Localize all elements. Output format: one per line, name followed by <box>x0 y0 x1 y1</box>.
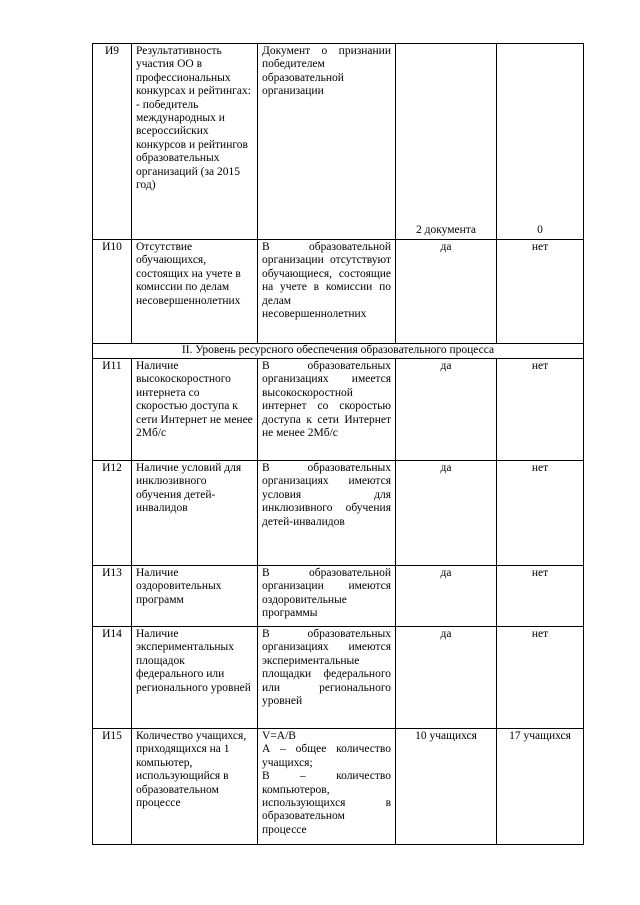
indicator-value-1: да <box>396 461 497 566</box>
indicator-value-1: да <box>396 359 497 461</box>
indicator-value-2: нет <box>497 461 584 566</box>
indicator-description: В образовательной организации отсутствуют обучающиеся, состоящие на учете в комиссии по делам несовершеннолетних <box>258 240 396 344</box>
table-row <box>93 240 584 344</box>
table-row <box>93 359 584 461</box>
indicator-name: Наличие экспериментальных площадок федерального или регионального уровней <box>132 627 258 729</box>
indicator-description: В образовательных организациях имеется высокоскоростной интернет со скоростью доступа к сети Интернет не менее 2Мб/с <box>258 359 396 461</box>
indicator-name: Количество учащихся, приходящихся на 1 компьютер, использующийся в образовательном процессе <box>132 729 258 845</box>
indicator-description <box>258 729 396 845</box>
indicators-table <box>92 43 584 845</box>
formula-a-definition: А – общее количество учащихся; <box>262 743 391 769</box>
indicator-value-1: да <box>396 627 497 729</box>
indicator-value-2: нет <box>497 566 584 627</box>
indicator-code: И13 <box>93 566 132 627</box>
indicator-description: В образовательных организациях имеются условия для инклюзивного обучения детей-инвалидов <box>258 461 396 566</box>
indicator-code: И15 <box>93 729 132 845</box>
section-title: II. Уровень ресурсного обеспечения образовательного процесса <box>93 344 584 359</box>
indicator-code: И9 <box>93 44 132 240</box>
indicator-value-2: 17 учащихся <box>497 729 584 845</box>
indicator-code: И10 <box>93 240 132 344</box>
indicator-name: Наличие условий для инклюзивного обучения детей-инвалидов <box>132 461 258 566</box>
table-row <box>93 461 584 566</box>
table-row <box>93 627 584 729</box>
indicator-name: Наличие высокоскоростного интернета со скоростью доступа к сети Интернет не менее 2Мб/с <box>132 359 258 461</box>
table-row <box>93 566 584 627</box>
formula-b-definition: В – количество компьютеров, использующихся в образовательном процессе <box>262 770 391 836</box>
formula: V=A/B <box>262 730 296 742</box>
indicator-value-1: да <box>396 240 497 344</box>
indicator-value-1: 2 документа <box>396 44 497 240</box>
indicator-value-2: нет <box>497 627 584 729</box>
table-row <box>93 729 584 845</box>
indicator-code: И11 <box>93 359 132 461</box>
indicator-code: И12 <box>93 461 132 566</box>
table-row <box>93 44 584 240</box>
section-row <box>93 344 584 359</box>
indicator-description: В образовательной организации имеются оздоровительные программы <box>258 566 396 627</box>
indicator-description: Документ о признании победителем образовательной организации <box>258 44 396 240</box>
indicator-value-1: 10 учащихся <box>396 729 497 845</box>
indicator-name: Отсутствие обучающихся, состоящих на учете в комиссии по делам несовершеннолетних <box>132 240 258 344</box>
indicator-name: Наличие оздоровительных программ <box>132 566 258 627</box>
indicator-name: Результативность участия ОО в профессиональных конкурсах и рейтингах: - победитель международных и всероссийских конкурсов и рейтингов образовательных организаций (за 2015 год) <box>132 44 258 240</box>
indicator-description: В образовательных организациях имеются экспериментальные площадки федерального или регионального уровней <box>258 627 396 729</box>
indicator-code: И14 <box>93 627 132 729</box>
indicator-value-1: да <box>396 566 497 627</box>
indicator-value-2: 0 <box>497 44 584 240</box>
indicator-value-2: нет <box>497 359 584 461</box>
indicator-value-2: нет <box>497 240 584 344</box>
